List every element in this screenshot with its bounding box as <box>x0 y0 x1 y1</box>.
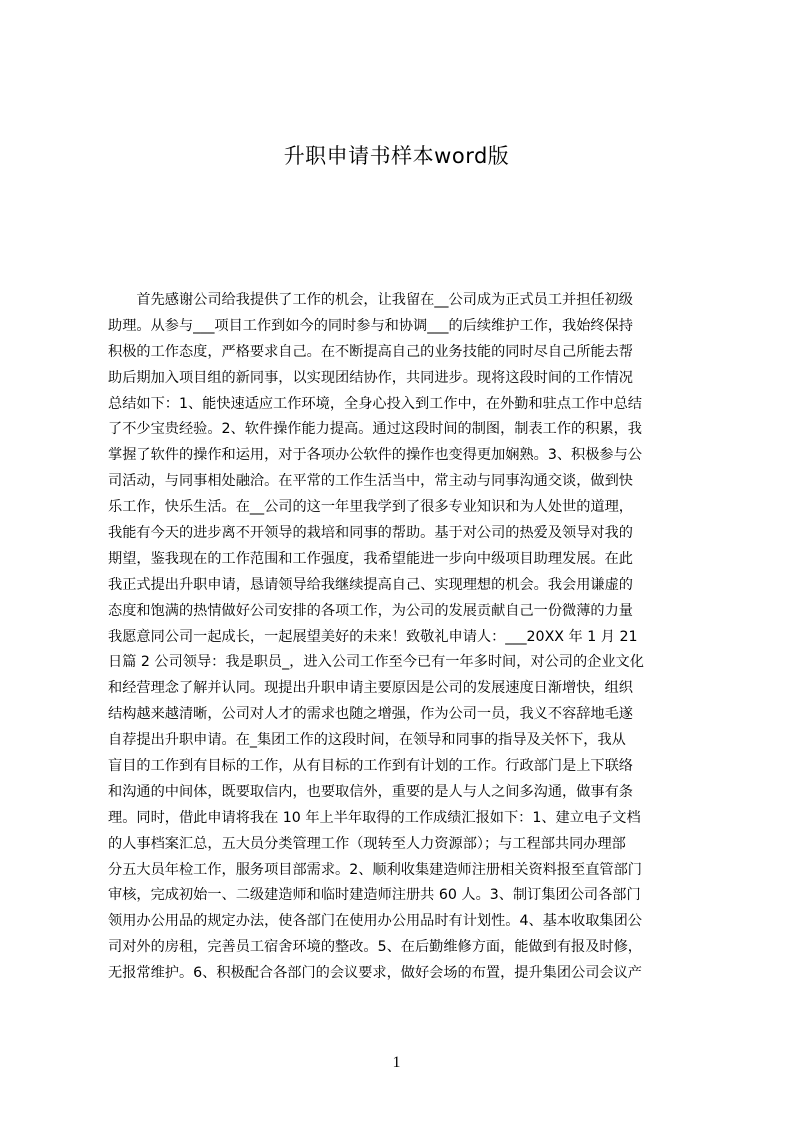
body-line: 我愿意同公司一起成长，一起展望美好的未来！致敬礼申请人：___20XX 年 1 月 21 <box>108 628 638 645</box>
body-line: 首先感谢公司给我提供了工作的机会，让我留在__公司成为正式员工并担任初级 <box>108 292 633 308</box>
body-line: 领用办公用品的规定办法，使各部门在使用办公用品时有计划性。4、基本收取集团公 <box>108 913 642 930</box>
body-line: 掌握了软件的操作和运用，对于各项办公软件的操作也变得更加娴熟。3、积极参与公 <box>108 447 642 464</box>
body-line: 和沟通的中间体，既要取信内，也要取信外，重要的是人与人之间多沟通，做事有条 <box>108 783 633 800</box>
document-body <box>108 288 698 1038</box>
body-line: 总结如下：1、能快速适应工作环境，全身心投入到工作中，在外勤和驻点工作中总结 <box>108 395 642 412</box>
body-line: 结构越来越清晰，公司对人才的需求也随之增强，作为公司一员，我义不容辞地毛遂 <box>108 706 633 723</box>
page-number: 1 <box>392 1054 401 1071</box>
body-line: 自荐提出升职申请。在_集团工作的这段时间，在领导和同事的指导及关怀下，我从 <box>108 732 626 749</box>
body-line: 司活动，与同事相处融洽。在平常的工作生活当中，常主动与同事沟通交谈，做到快 <box>108 473 633 490</box>
body-line: 积极的工作态度，严格要求自己。在不断提高自己的业务技能的同时尽自己所能去帮 <box>108 343 633 360</box>
body-line: 我能有今天的进步离不开领导的栽培和同事的帮助。基于对公司的热爱及领导对我的 <box>108 525 633 542</box>
body-line: 审核，完成初始一、二级建造师和临时建造师注册共 60 人。3、制订集团公司各部门 <box>108 887 641 904</box>
body-line: 期望，鉴我现在的工作范围和工作强度，我希望能进一步向中级项目助理发展。在此 <box>108 550 633 567</box>
body-line: 助理。从参与___项目工作到如今的同时参与和协调___的后续维护工作，我始终保持 <box>108 317 633 334</box>
body-line: 了不少宝贵经验。2、软件操作能力提高。通过这段时间的制图，制表工作的积累，我 <box>108 421 642 438</box>
body-line: 的人事档案汇总，五大员分类管理工作（现转至人力资源部）；与工程部共同办理部 <box>108 835 626 852</box>
body-line: 无报常维护。6、积极配合各部门的会议要求，做好会场的布置，提升集团公司会议产 <box>108 965 642 982</box>
body-line: 我正式提出升职申请，恳请领导给我继续提高自己、实现理想的机会。我会用谦虚的 <box>108 576 633 593</box>
body-line: 乐工作，快乐生活。在__公司的这一年里我学到了很多专业知识和为人处世的道理， <box>108 499 633 516</box>
body-line: 和经营理念了解并认同。现提出升职申请主要原因是公司的发展速度日渐增快，组织 <box>108 680 633 697</box>
body-line: 态度和饱满的热情做好公司安排的各项工作，为公司的发展贡献自己一份微薄的力量 <box>108 602 633 619</box>
body-line: 司对外的房租，完善员工宿舍环境的整改。5、在后勤维修方面，能做到有报及时修， <box>108 939 642 956</box>
body-line: 日篇 2 公司领导：我是职员_，进入公司工作至今已有一年多时间，对公司的企业文化 <box>108 654 644 671</box>
body-line: 分五大员年检工作，服务项目部需求。2、顺利收集建造师注册相关资料报至直管部门 <box>108 861 642 878</box>
document-title: 升职申请书样本word版 <box>283 144 510 168</box>
body-line: 助后期加入项目组的新同事，以实现团结协作，共同进步。现将这段时间的工作情况 <box>108 369 633 386</box>
body-line: 盲目的工作到有目标的工作，从有目标的工作到有计划的工作。行政部门是上下联络 <box>108 758 633 775</box>
body-line: 理。同时，借此申请将我在 10 年上半年取得的工作成绩汇报如下：1、建立电子文档 <box>108 809 641 826</box>
